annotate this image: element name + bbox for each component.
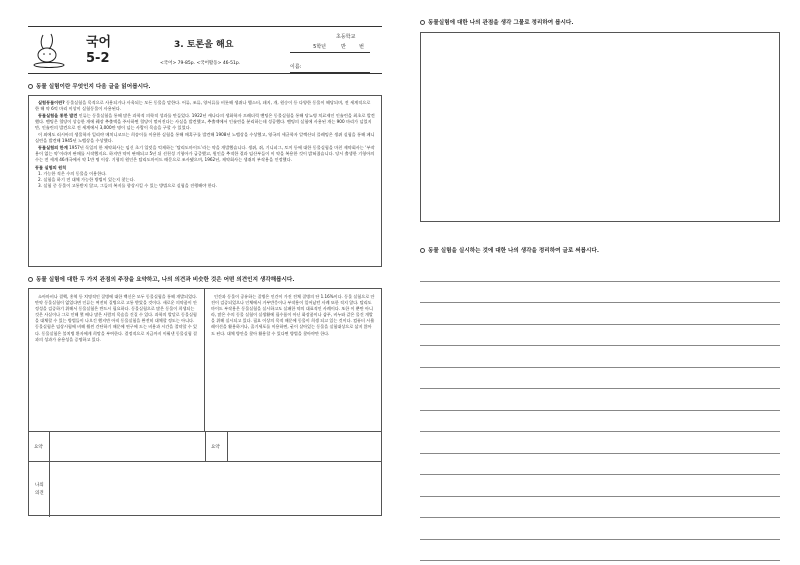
opinion-table [28, 288, 382, 516]
worksheet-right-half [420, 18, 780, 561]
class-row [290, 43, 370, 53]
reading-passage [28, 95, 382, 267]
writing-line[interactable] [420, 389, 780, 411]
rules-heading: 동물 실험의 원칙 [35, 164, 67, 170]
question-3-text: 동물실험에 대한 나의 관점을 생각 그물로 정리하여 봅시다. [428, 20, 574, 26]
circle-bullet-icon [28, 277, 33, 282]
my-opinion-label-2: 의견 [35, 491, 44, 496]
passage-bold-lead: 동물실험을 통한 발견 [38, 112, 78, 118]
circle-bullet-icon [420, 20, 425, 25]
name-row [290, 63, 370, 73]
question-1-text: 동물 실험이란 무엇인지 다음 글을 읽어봅시다. [36, 84, 151, 90]
summary-input-right[interactable] [228, 432, 382, 461]
writing-line[interactable] [420, 282, 780, 304]
rule-item: 3. 실험 중 동물이 고통받지 않고, 그들의 복지를 향상시킬 수 있는 방법으로 실험을 진행해야 한다. [38, 183, 218, 189]
con-argument-text: 인간과 동물이 공유하는 질병은 인간이 가진 전체 질병의 단 1.16%이다. 동물 실험으로 안전이 검증되었으나 인체에서 거부반응이나 부작용이 일어났던 사례 또한 적지 않다. 탈리도마이드 부작용은 동물실험을 실시하고도 실패한 약의 대표적인 사례이다. 또한 이 뿐만 아니라, 많은 수의 동물 실험이 실생활에 필수품이 아닌 화장품이나 샴푸, 비누와 같은 물건 개발을 위해 실시되고 있다. 필요 이상의 목적 때문에 동물이 희생 되고 있는 것이다. 컴퓨터 시뮬레이션을 활용하거나, 줄기세포를 이용하면, 굳이 살아있는 동물을 실험대상으로 삼지 않아도 된다. 대체 방안을 찾아 활용할 수 있다면 방법을 찾아야만 한다. [211, 294, 375, 336]
writing-line[interactable] [420, 518, 780, 540]
rule-item: 1. 가능한 적은 수의 동물을 이용한다. [38, 170, 107, 176]
grade-label: 5-2 [86, 51, 110, 66]
unit-title: 3. 토론을 해요 [174, 40, 234, 50]
class-label: 5학년 [313, 44, 326, 50]
question-2-text: 동물 실험에 대한 두 가지 관점의 주장을 요약하고, 나의 의견과 비슷한 것은 어떤 의견인지 생각해봅시다. [36, 277, 295, 283]
summary-row [29, 431, 381, 461]
school-label: 초등학교 [336, 34, 356, 40]
writing-line[interactable] [420, 454, 780, 476]
writing-line[interactable] [420, 325, 780, 347]
my-opinion-input[interactable] [50, 462, 381, 517]
writing-line[interactable] [420, 475, 780, 497]
question-4-text: 동물 실험을 실시하는 것에 대한 나의 생각을 정리하여 글로 써봅시다. [428, 248, 599, 254]
writing-line[interactable] [420, 497, 780, 519]
pro-argument-text: 소아마비나 결핵, 홍역 등 치명적인 질병에 대한 백신은 모두 동물실험을 통해 개발되었다. 만약 동물실험이 없었다면 인류는 여전히 질병으로 고통 받았을 것이다. 새로운 의약품이 안정성을 검증하기 위해서 동물실험은 반드시 필요하다. 동물실험으로 많은 동물이 희생되는 것은 사실이나 그로 인해 몇 배나 많은 사람의 목숨을 건질 수 있다. 과학의 발달로 동물실험을 대체할 수 있는 방법들이 나오긴 했지만 아직 동물실험을 완전히 대체할 정도는 아니다. 동물실험은 임상시험에 비해 훨씬 간단하기 때문에 연구에 드는 비용과 시간을 절약할 수 있다. 동물실험은 불치병 환자에게 희망을 부여한다. 결정적으로 지금까지 이뤄낸 동물실험 결과의 성과가 유용성을 증명하고 있다. [29, 289, 205, 431]
worksheet-header [28, 26, 382, 74]
question-4 [420, 246, 780, 254]
circle-bullet-icon [420, 248, 425, 253]
passage-text: 1957년 독일의 한 제약회사는 임신 초기 입덧을 억제하는 ‘탈리도마이드’라는 약을 개발했습니다. 생쥐, 쥐, 기니피그, 토끼 등에 대한 동물실험을 마친 제약회사는 ‘부작용이 없는 약’이라며 판매를 시작했지요. 하지만 약이 판매되고 5년 뒤 선천성 기형아가 급증했고, 원인을 추적한 결과 임산부들이 이 약을 복용한 것이 밝혀졌습니다. 당시 출생한 기형아의 수는 전 세계 46개국에서 약 1만 명 이상. 기형의 원인은 탈리도마이드 때문으로 조사됐으며, 1962년, 제약회사는 생쥐의 부작용을 인정했다. [35, 144, 375, 163]
page-reference: <국어> 79-85p. <국어활동> 46-51p. [160, 61, 241, 66]
passage-paragraph: 이 외에도 러시아의 생물학자 일리야 메치니코프는 희송이를 이용한 실험을 통해 매혹구를 발견해 1908년 노벨상을 수상했고, 영국의 세균학자 알렉산더 플레밍은 생쥐 실험을 통해 페니실린을 발견해 1945년 노벨상을 수상했다. [35, 132, 375, 144]
divider [205, 432, 206, 461]
circle-bullet-icon [28, 84, 33, 89]
passage-text: 동물실험을 목적으로 사용되거나 사육되는 모든 동물을 말한다. 어류, 조류, 양서류를 비롯해 생쥐나 햄스터, 돼지, 개, 원숭이 등 다양한 동물이 해당되며, 전 세계적으로 한 해 약 6억 마리 이상이 실험동물이 사용된다. [35, 100, 371, 112]
ban-label: 반 [341, 44, 346, 50]
writing-line[interactable] [420, 260, 780, 282]
question-2 [28, 275, 382, 283]
writing-line[interactable] [420, 346, 780, 368]
writing-line[interactable] [420, 368, 780, 390]
my-opinion-row [29, 461, 381, 517]
passage-bold-lead: 실험동물이란? [38, 100, 65, 105]
writing-line[interactable] [420, 432, 780, 454]
question-1 [28, 82, 382, 90]
my-opinion-label-1: 나의 [35, 483, 44, 488]
passage-bold-lead: 동물실험의 한계 [38, 144, 68, 150]
worksheet-left-half [28, 26, 382, 516]
rule-item: 2. 실험을 하기 전 대체 가능한 방법이 있는지 찾는다. [38, 176, 135, 182]
bunny-mascot-icon [32, 31, 68, 69]
summary-label-right: 요약 [211, 445, 220, 450]
summary-input-left[interactable] [50, 432, 204, 461]
writing-line[interactable] [420, 411, 780, 433]
passage-paragraph [35, 100, 375, 112]
beon-label: 번 [359, 44, 364, 50]
writing-line[interactable] [420, 303, 780, 325]
summary-label-left: 요약 [34, 445, 43, 450]
name-label: 이름: [290, 64, 302, 70]
writing-line[interactable] [420, 540, 780, 562]
passage-text: 인류는 동물실험을 통해 많은 과학적 의학적 성과를 만들었다. 1922년 캐나다의 생화학자 프레더릭 밴팅은 동물실험을 통해 당뇨병 치료제인 인슐린을 최초로 발견했다. 밴팅은 혈당이 상승한 개에 췌장 추출액을 주사하면 혈당이 떨어진다는 사실을 발견했고, 추출액에서 인슐린을 분리하는데 성공했다. 밴팅의 실험에 사용된 개는 900 마리가 넘었지만, 인슐린의 발견으로 전 세계에서 3,000만 명이 넘는 사람이 목숨을 구할 수 있었다. [35, 112, 375, 131]
passage-paragraph [35, 113, 375, 132]
subject-title: 국어 [86, 35, 112, 50]
question-3 [420, 18, 780, 26]
passage-paragraph [35, 145, 375, 164]
mind-map-box[interactable] [420, 32, 780, 222]
writing-lines[interactable] [420, 260, 780, 561]
rules-list [38, 171, 375, 190]
